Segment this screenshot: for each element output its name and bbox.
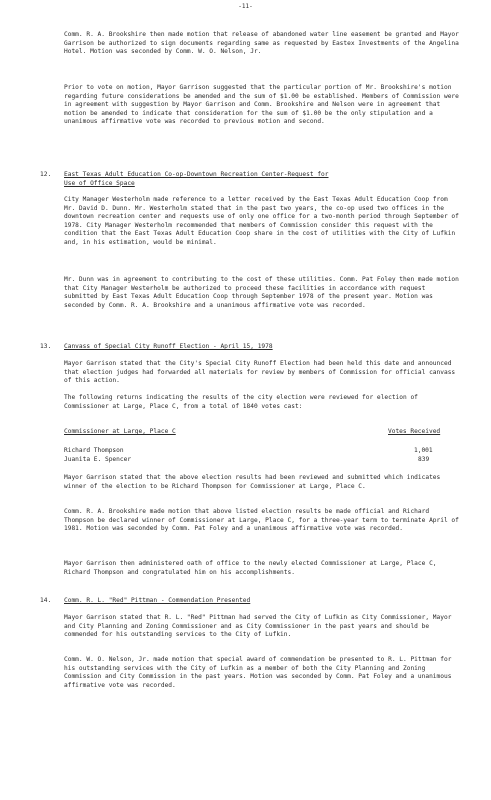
item-12-paragraph-2: Mr. Dunn was in agreement to contributing to the cost of these utilities. Comm. Pat Foley then made motion that City Manager Westerholm be authorized to proceed these facilities in accordance with request submitted by East Texas Adult Education Coop through September 1978 of the present year. Motion was seconded by Comm. R. A. Brookshire and a unanimous affirmative vote was recorded.	[64, 276, 459, 309]
item-12-paragraph-1: City Manager Westerholm made reference to a letter received by the East Texas Adult Education Coop from Mr. David D. Dunn. Mr. Westerholm stated that in the past two years, the co-op used two offices in the downtown recreation center and requests use of only one office for a two-month period through September of 1978. City Manager Westerholm recommended that members of Commission consider this request with the condition that the East Texas Adult Education Coop share in the cost of utilities with the City of Lufkin and, in his estimation, would be minimal.	[64, 196, 459, 246]
item-13-paragraph-1: Mayor Garrison stated that the City's Special City Runoff Election had been held this date and announced that election judges had forwarded all materials for review by members of Commission for official canvass of this action.	[64, 360, 456, 385]
item-12-title: East Texas Adult Education Co-op-Downtown Recreation Center-Request for Use of Office Space	[64, 171, 329, 187]
paragraph-amendment: Prior to vote on motion, Mayor Garrison suggested that the particular portion of Mr. Brookshire's motion regarding future considerations be amended and the sum of $1.00 be established. Members of Commission were in agreement with suggestion by Mayor Garrison and Comm. Brookshire and Nelson were in agreement that motion be amended to indicate that consideration for the sum of $1.00 be the only stipulation and a unanimous affirmative vote was recorded to previous motion and second.	[64, 84, 459, 126]
item-13-paragraph-3: Mayor Garrison stated that the above election results had been reviewed and submitted which indicates winner of the election to be Richard Thompson for Commissioner at Large, Place C.	[64, 474, 441, 490]
item-13-number: 13.	[40, 343, 52, 350]
item-13-paragraph-5: Mayor Garrison then administered oath of office to the newly elected Commissioner at Large, Place C, Richard Thompson and congratulated him on his accomplishments.	[64, 560, 437, 576]
item-13-title: Canvass of Special City Runoff Election - April 15, 1978	[64, 343, 273, 350]
result-row-name: Juanita E. Spencer	[64, 456, 132, 463]
results-header-office: Commissioner at Large, Place C	[64, 428, 176, 435]
item-14-number: 14.	[40, 597, 52, 604]
result-row-votes: 839	[418, 456, 430, 463]
paragraph-motion-release: Comm. R. A. Brookshire then made motion that release of abandoned water line easement be granted and Mayor Garrison be authorized to sign documents regarding same as requested by Eastex Investments of the Angelina Hotel. Motion was seconded by Comm. W. O. Nelson, Jr.	[64, 31, 459, 56]
results-header-votes: Votes Received	[388, 428, 441, 435]
result-row-name: Richard Thompson	[64, 447, 124, 454]
result-row-votes: 1,001	[414, 447, 433, 454]
item-14-paragraph-2: Comm. W. O. Nelson, Jr. made motion that special award of commendation be presented to R. L. Pittman for his outstanding services with the City of Lufkin as a member of both the City Planning and Zoning Commission and City Commission in the past years. Motion was seconded by Comm. Pat Foley and a unanimous affirmative vote was recorded.	[64, 656, 452, 689]
item-12-number: 12.	[40, 171, 52, 178]
item-13-paragraph-2: The following returns indicating the results of the city election were reviewed for election of Commissioner at Large, Place C, from a total of 1840 votes cast:	[64, 394, 418, 410]
page-number: -11-	[238, 3, 253, 10]
item-13-paragraph-4: Comm. R. A. Brookshire made motion that above listed election results be made official and Richard Thompson be declared winner of Commissioner at Large, Place C, for a three-year term to terminate April of 1981. Motion was seconded by Comm. Pat Foley and a unanimous affirmative vote was recorded.	[64, 508, 459, 533]
item-14-title: Comm. R. L. "Red" Pittman - Commendation Presented	[64, 597, 251, 604]
item-14-paragraph-1: Mayor Garrison stated that R. L. "Red" Pittman had served the City of Lufkin as City Commissioner, Mayor and City Planning and Zoning Commissioner and as City Commissioner in the past years and should be commended for his outstanding services to the City of Lufkin.	[64, 614, 452, 639]
